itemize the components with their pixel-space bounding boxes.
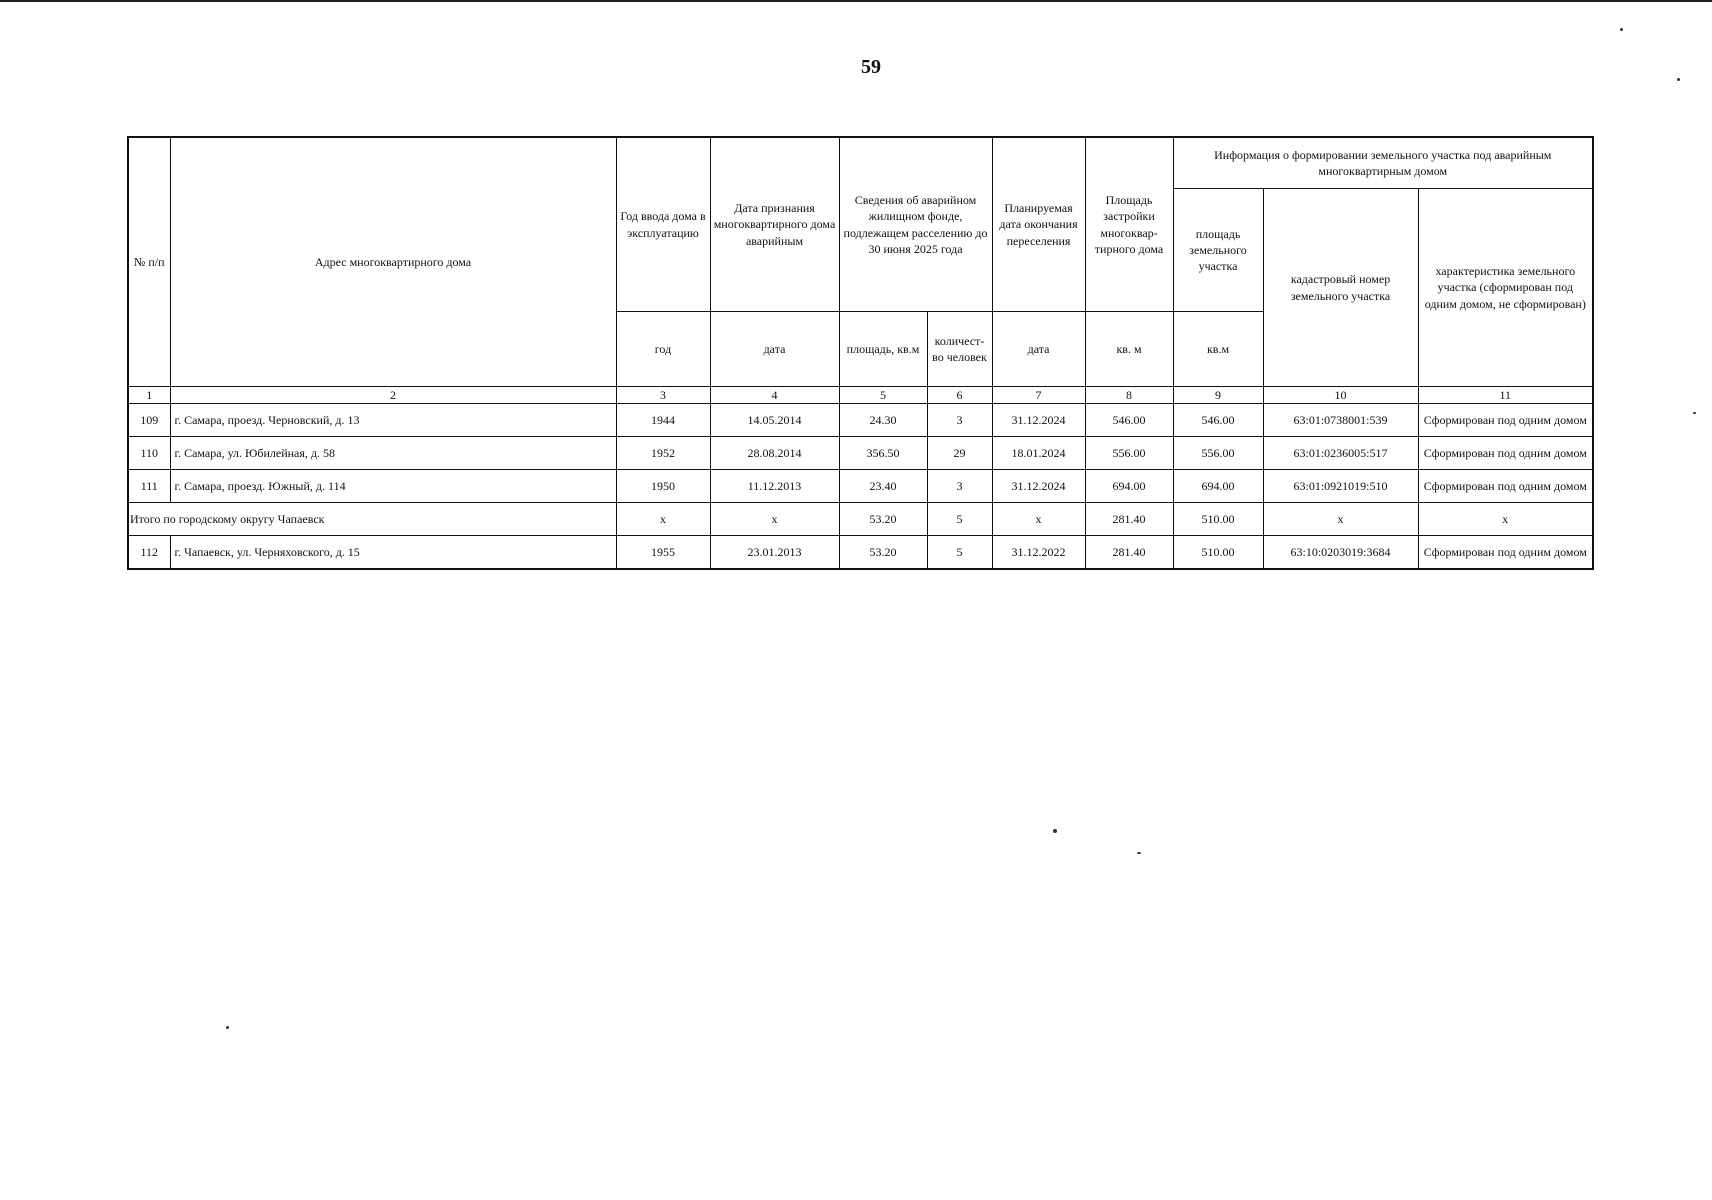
row-planned: 18.01.2024 (992, 437, 1085, 470)
row-land-area: 510.00 (1173, 536, 1263, 570)
emergency-housing-table (127, 136, 1594, 570)
row-characteristic: Сформирован под одним домом (1418, 404, 1593, 437)
subtotal-cadastral: x (1263, 503, 1418, 536)
column-number: 6 (927, 387, 992, 404)
header-num: № п/п (128, 137, 170, 387)
header-year-commissioned: Год ввода дома в эксплуатацию (616, 137, 710, 312)
table-row (128, 404, 1593, 437)
row-address: г. Самара, проезд. Черновский, д. 13 (170, 404, 616, 437)
row-year: 1952 (616, 437, 710, 470)
scan-speck (226, 1026, 229, 1029)
row-date: 23.01.2013 (710, 536, 839, 570)
unit-building-area: кв. м (1085, 312, 1173, 387)
row-area: 23.40 (839, 470, 927, 503)
row-address: г. Чапаевск, ул. Черняховского, д. 15 (170, 536, 616, 570)
row-num: 109 (128, 404, 170, 437)
row-building-area: 281.40 (1085, 536, 1173, 570)
subtotal-label: Итого по городскому округу Чапаевск (128, 503, 616, 536)
row-num: 110 (128, 437, 170, 470)
scan-speck (1137, 852, 1141, 854)
header-land-info: Информация о формировании земельного участка под аварийным многоквартирным домом (1173, 137, 1593, 189)
row-area: 356.50 (839, 437, 927, 470)
subtotal-area: 53.20 (839, 503, 927, 536)
unit-people: количест-во человек (927, 312, 992, 387)
subtotal-characteristic: x (1418, 503, 1593, 536)
row-planned: 31.12.2024 (992, 470, 1085, 503)
column-number: 3 (616, 387, 710, 404)
row-people: 3 (927, 404, 992, 437)
unit-date-recognized: дата (710, 312, 839, 387)
row-date: 11.12.2013 (710, 470, 839, 503)
header-cadastral: кадастровый номер земельного участка (1263, 189, 1418, 387)
column-number: 11 (1418, 387, 1593, 404)
scan-speck (1620, 28, 1623, 31)
row-characteristic: Сформирован под одним домом (1418, 437, 1593, 470)
header-planned-date: Планируемая дата окончания переселения (992, 137, 1085, 312)
scan-speck (1053, 829, 1057, 833)
column-number: 1 (128, 387, 170, 404)
column-number: 10 (1263, 387, 1418, 404)
row-building-area: 556.00 (1085, 437, 1173, 470)
row-date: 28.08.2014 (710, 437, 839, 470)
row-year: 1950 (616, 470, 710, 503)
column-number: 9 (1173, 387, 1263, 404)
row-num: 112 (128, 536, 170, 570)
scan-top-edge (0, 0, 1712, 2)
subtotal-year: x (616, 503, 710, 536)
column-number-row (128, 387, 1593, 404)
subtotal-land-area: 510.00 (1173, 503, 1263, 536)
row-area: 53.20 (839, 536, 927, 570)
header-emergency-fund: Сведения об аварийном жилищном фонде, подлежащем расселению до 30 июня 2025 года (839, 137, 992, 312)
unit-area: площадь, кв.м (839, 312, 927, 387)
column-number: 7 (992, 387, 1085, 404)
table-row (128, 437, 1593, 470)
row-planned: 31.12.2024 (992, 404, 1085, 437)
row-characteristic: Сформирован под одним домом (1418, 536, 1593, 570)
header-building-area: Площадь застройки многоквар-тирного дома (1085, 137, 1173, 312)
subtotal-row (128, 503, 1593, 536)
row-building-area: 546.00 (1085, 404, 1173, 437)
header-address: Адрес многоквартирного дома (170, 137, 616, 387)
subtotal-date: x (710, 503, 839, 536)
row-num: 111 (128, 470, 170, 503)
page-number: 59 (861, 56, 881, 78)
row-date: 14.05.2014 (710, 404, 839, 437)
column-number: 8 (1085, 387, 1173, 404)
row-address: г. Самара, ул. Юбилейная, д. 58 (170, 437, 616, 470)
unit-year: год (616, 312, 710, 387)
row-people: 3 (927, 470, 992, 503)
unit-planned-date: дата (992, 312, 1085, 387)
row-planned: 31.12.2022 (992, 536, 1085, 570)
row-cadastral: 63:01:0921019:510 (1263, 470, 1418, 503)
header-land-characteristic: характеристика земельного участка (сформирован под одним домом, не сформирован) (1418, 189, 1593, 387)
column-number: 4 (710, 387, 839, 404)
header-land-area: площадь земельного участка (1173, 189, 1263, 312)
column-number: 2 (170, 387, 616, 404)
row-land-area: 546.00 (1173, 404, 1263, 437)
scan-speck (1693, 412, 1696, 414)
subtotal-planned: x (992, 503, 1085, 536)
row-people: 29 (927, 437, 992, 470)
row-cadastral: 63:10:0203019:3684 (1263, 536, 1418, 570)
header-date-recognized: Дата признания многоквартирного дома аварийным (710, 137, 839, 312)
subtotal-building-area: 281.40 (1085, 503, 1173, 536)
table-row (128, 470, 1593, 503)
table-row (128, 536, 1593, 570)
row-year: 1944 (616, 404, 710, 437)
row-cadastral: 63:01:0738001:539 (1263, 404, 1418, 437)
row-land-area: 556.00 (1173, 437, 1263, 470)
row-land-area: 694.00 (1173, 470, 1263, 503)
column-number: 5 (839, 387, 927, 404)
row-characteristic: Сформирован под одним домом (1418, 470, 1593, 503)
row-address: г. Самара, проезд. Южный, д. 114 (170, 470, 616, 503)
row-cadastral: 63:01:0236005:517 (1263, 437, 1418, 470)
scan-speck (1677, 78, 1680, 81)
unit-land-area: кв.м (1173, 312, 1263, 387)
subtotal-people: 5 (927, 503, 992, 536)
row-people: 5 (927, 536, 992, 570)
row-area: 24.30 (839, 404, 927, 437)
row-building-area: 694.00 (1085, 470, 1173, 503)
row-year: 1955 (616, 536, 710, 570)
